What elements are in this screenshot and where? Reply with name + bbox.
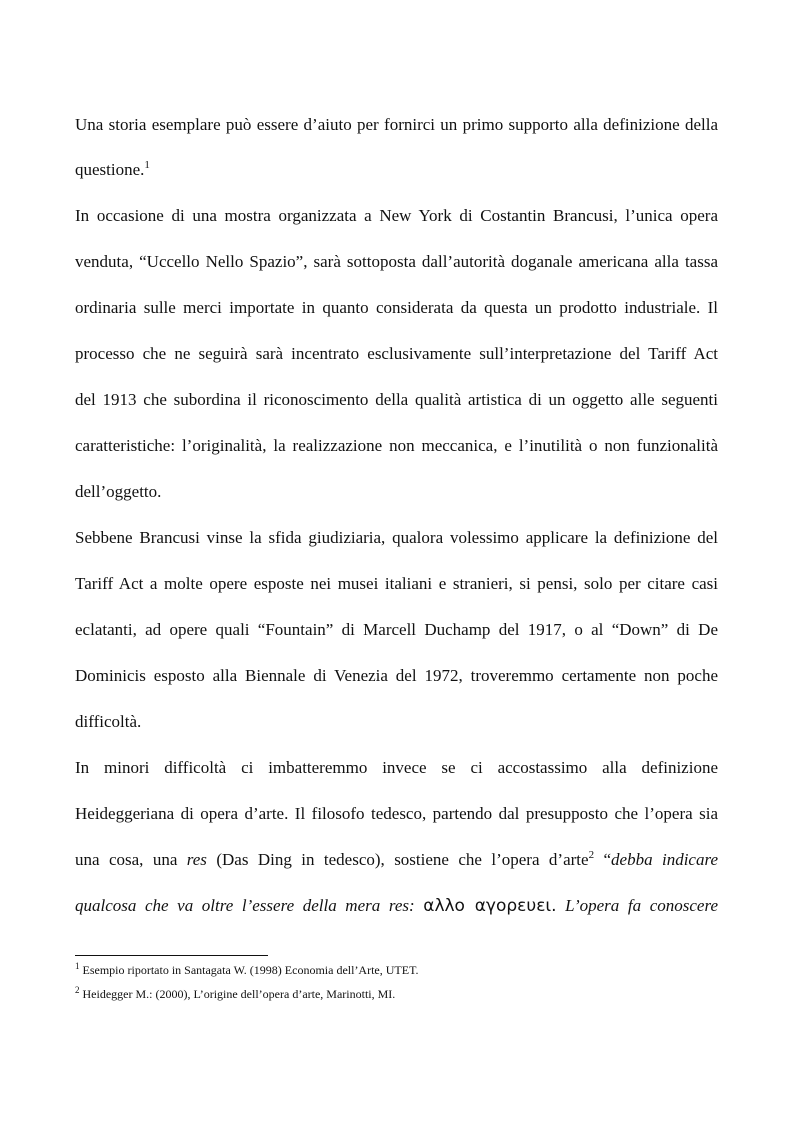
text-line-7: del 1913 che subordina il riconoscimento della qualità artistica di un oggetto alle seguenti (75, 390, 718, 409)
text-line-1: Una storia esemplare può essere d’aiuto per fornirci un primo supporto alla definizione della (75, 115, 718, 134)
text-segment: questione. (75, 160, 145, 179)
text-segment: una cosa, una (75, 850, 187, 869)
footnote-text-1: Esempio riportato in Santagata W. (1998) Economia dell’Arte, UTET. (79, 963, 419, 977)
italic-quote-start: debba indicare (611, 850, 719, 869)
text-line-4: venduta, “Uccello Nello Spazio”, sarà sottoposta dall’autorità doganale americana alla tassa (75, 252, 718, 271)
footnote-ref-1: 1 (144, 159, 150, 171)
text-line-10: Sebbene Brancusi vinse la sfida giudiziaria, qualora volessimo applicare la definizione del (75, 528, 718, 547)
text-line-12: eclatanti, ad opere quali “Fountain” di Marcell Duchamp del 1917, o al “Down” di De (75, 620, 718, 639)
footnote-ref-2: 2 (588, 849, 595, 861)
text-line-3: In occasione di una mostra organizzata a New York di Costantin Brancusi, l’unica opera (75, 206, 718, 225)
text-line-17 (75, 850, 718, 870)
text-line-14: difficoltà. (75, 712, 142, 731)
greek-phrase: αλλο αγορευει. (423, 896, 557, 916)
footnote-text-2: Heidegger M.: (2000), L’origine dell’opera d’arte, Marinotti, MI. (79, 987, 396, 1001)
text-line-8: caratteristiche: l’originalità, la realizzazione non meccanica, e l’inutilità o non funzionalità (75, 436, 718, 455)
text-line-6: processo che ne seguirà sarà incentrato esclusivamente sull’interpretazione del Tariff Act (75, 344, 718, 363)
text-line-9: dell’oggetto. (75, 482, 162, 501)
footnote-divider (75, 955, 268, 956)
footnote-number-1: 1 (75, 961, 80, 971)
text-segment: (Das Ding in tedesco), sostiene che l’opera d’arte (206, 850, 589, 869)
text-line-13: Dominicis esposto alla Biennale di Venezia del 1972, troveremmo certamente non poche (75, 666, 718, 685)
text-line-5: ordinaria sulle merci importate in quanto considerata da questa un prodotto industriale. Il (75, 298, 718, 317)
footnote-number-2: 2 (75, 985, 80, 995)
text-segment: “ (594, 850, 612, 869)
text-line-18 (75, 896, 718, 916)
footnote-1 (75, 963, 718, 978)
footnote-2 (75, 987, 718, 1002)
text-line-2 (75, 160, 718, 180)
text-line-15: In minori difficoltà ci imbatteremmo invece se ci accostassimo alla definizione (75, 758, 718, 777)
text-line-16: Heideggeriana di opera d’arte. Il filosofo tedesco, partendo dal presupposto che l’opera sia (75, 804, 718, 823)
italic-quote-end: L’opera fa conoscere (556, 896, 718, 915)
italic-quote: qualcosa che va oltre l’essere della mera res: (75, 896, 424, 915)
text-line-11: Tariff Act a molte opere esposte nei musei italiani e stranieri, si pensi, solo per citare casi (75, 574, 718, 593)
italic-res: res (186, 850, 207, 869)
